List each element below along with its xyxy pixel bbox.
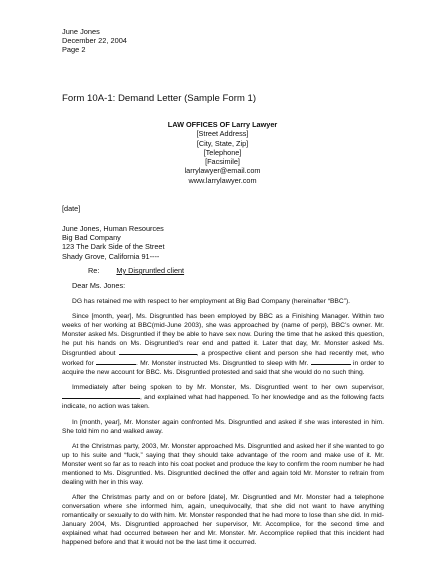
recipient-line-4: Shady Grove, California 91---- [62,251,160,261]
firm-city-state-zip: [City, State, Zip] [196,138,249,148]
paragraph-2 [62,312,384,377]
paragraph-3 [62,383,384,411]
paragraph-4-text: In [month, year], Mr. Monster again confronted Ms. Disgruntled and asked if she was interested in him. She told him no and walked away. [62,418,384,435]
firm-email: larrylawyer@email.com [184,166,261,176]
header-name: June Jones [62,27,100,36]
header-date: December 22, 2004 [62,36,127,45]
blank-line [96,358,136,365]
page-header [62,27,127,54]
firm-facsimile: [Facsimile] [205,157,240,167]
form-title: Form 10A-1: Demand Letter (Sample Form 1) [62,93,257,104]
paragraph-4 [62,418,384,436]
re-subject: My Disgruntled client [116,266,185,275]
paragraph-1-text: DG has retained me with respect to her employment at Big Bad Company (hereinafter “BBC”). [72,298,351,305]
recipient-line-2: Big Bad Company [62,233,121,243]
blank-line [119,348,197,355]
paragraph-2-text-b: , a prospective client and person she had recently met, who worked for [62,350,384,368]
header-page-number: Page 2 [62,45,86,54]
letter-date: [date] [62,204,81,213]
firm-website: www.larrylawyer.com [188,175,257,185]
blank-line [62,392,140,399]
paragraph-2-text-d: in order to acquire the new account for BBC. Ms. Disgruntled protested and said that she would do no such thing. [62,360,385,377]
paragraph-1 [62,297,384,306]
letter-body [62,297,384,553]
recipient-line-1: June Jones, Human Resources [62,224,164,233]
re-label: Re: [88,266,100,275]
letterhead [0,120,445,185]
paragraph-5 [62,442,384,487]
paragraph-6-text: After the Christmas party and on or before [date], Mr. Disgruntled and Mr. Monster had a telephone conversation where she informed him, again, unequivocally, that she did not want to have anything romantically or sexually to do with him. Mr. Monster responded that he had more to lose than she did. In mid-January 2004, Ms. Disgruntled approached her supervisor, Mr. Accomplice, for the second time and explained what had occurred between her and Mr. Monster. Mr. Accomplice replied that this incident had happened before and that it would not be the last time it occurred. [62,493,384,547]
recipient-line-3: 123 The Dark Side of the Street [62,242,165,252]
paragraph-3-text-b: , and explained what had happened. To her knowledge and as the following facts indicate, no action was taken. [62,394,384,411]
firm-street-address: [Street Address] [196,129,249,139]
paragraph-5-text: At the Christmas party, 2003, Mr. Monster approached Ms. Disgruntled and asked her if she wanted to go up to his suite and “fuck,” saying that they should take advantage of the room and make use of it. Mr. Monster went so far as to reach into his coat pocket and produce the key to confirm the room number he had mentioned to Ms. Disgruntled. Ms. Disgruntled declined the offer and again told Mr. Monster to refrain from dealing with her in this way. [62,442,384,486]
paragraph-2-text-a: Since [month, year], Ms. Disgruntled has been employed by BBC as a Finishing Manager. Within two weeks of her working at BBC(mid-June 2003), she was approached by (name of perp), BBC’s owner. Mr. Monster asked Ms. Disgruntled if they be able to have sex now. During the time that he asked this question, he put his hands on Ms. Disgruntled’s rear end and patted it. Later that day, Mr. Monster asked Ms. Disgruntled about [62,313,384,358]
paragraph-6 [62,493,384,547]
paragraph-2-text-c: . Mr. Monster instructed Ms. Disgruntled to sleep with Mr. [135,360,309,368]
firm-telephone: [Telephone] [203,147,242,157]
salutation: Dear Ms. Jones: [72,281,126,290]
paragraph-3-text-a: Immediately after being spoken to by Mr. Monster, Ms. Disgruntled went to her own supervisor, [72,384,384,392]
blank-line [311,358,351,365]
re-line [88,266,184,275]
firm-name: LAW OFFICES OF Larry Lawyer [167,120,278,129]
recipient-address [62,224,165,261]
